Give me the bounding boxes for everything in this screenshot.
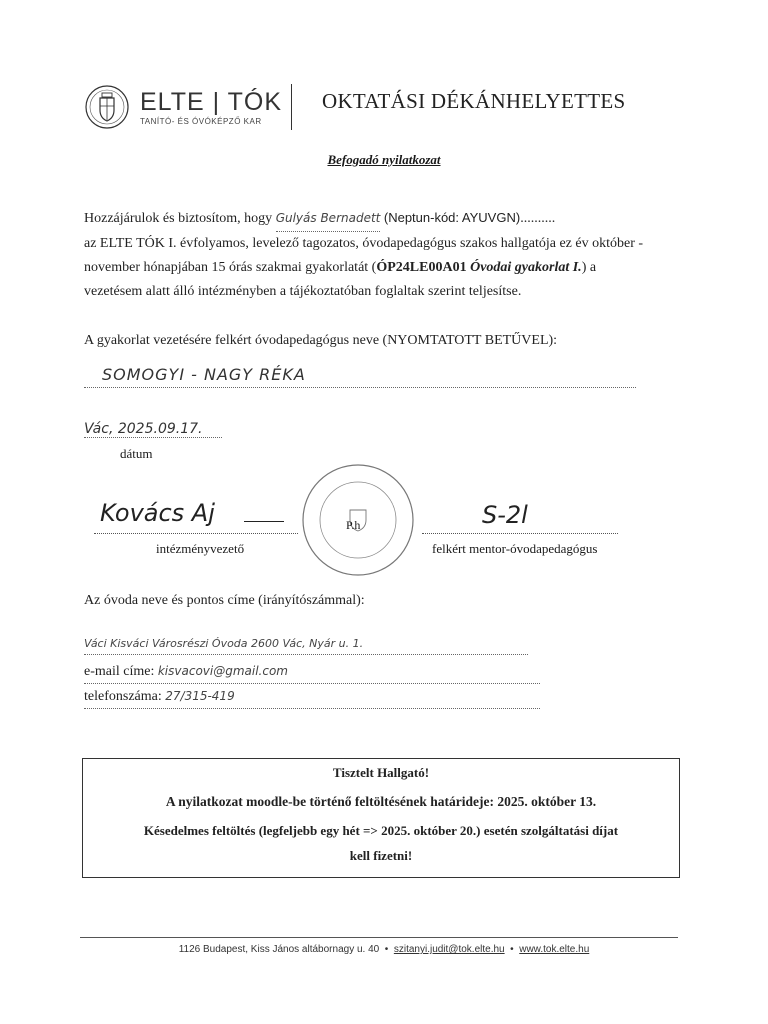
course-name: Óvodai gyakorlat I.: [470, 260, 582, 275]
footer-email-link[interactable]: szitanyi.judit@tok.elte.hu: [393, 944, 505, 955]
department-title: OKTATÁSI DÉKÁNHELYETTES: [322, 89, 626, 113]
notice-box: [82, 758, 680, 878]
mentor-name-field: [84, 365, 636, 388]
phone-label: telefonszáma:: [84, 689, 162, 704]
student-name-field: [276, 206, 381, 232]
mentor-name: SOMOGYI - NAGY RÉKA: [102, 365, 306, 384]
date-label: dátum: [120, 446, 153, 461]
notice-deadline: A nyilatkozat moodle-be történő feltöltésének határideje: 2025. október 13.: [165, 794, 597, 809]
email-value: kisvacovi@gmail.com: [157, 664, 288, 678]
email-row: [84, 661, 540, 684]
course-code: ÓP24LE00A01: [376, 260, 467, 275]
director-signature: Kovács Aj: [100, 499, 215, 527]
university-crest-icon: [84, 84, 130, 130]
document-title: Befogadó nyilatkozat: [327, 152, 441, 167]
notice-late-fee-line-1: Késedelmes feltöltés (legfeljebb egy hét => 2025. október 20.) esetén szolgáltatási díjat: [143, 823, 619, 838]
mentor-question: A gyakorlat vezetésére felkért óvodapedagógus neve (NYOMTATOTT BETŰVEL):: [84, 333, 558, 348]
declaration-line-2: az ELTE TÓK I. évfolyamos, levelező tagozatos, óvodapedagógus szakos hallgatója ez év október -: [84, 236, 644, 251]
notice-late-fee-line-2: kell fizetni!: [349, 848, 413, 863]
student-name: Gulyás Bernadett: [275, 211, 381, 225]
phone-row: [84, 686, 540, 709]
trailing-dots: ..........: [520, 211, 556, 226]
neptun-code: (Neptun-kód: AYUVGN): [383, 210, 521, 225]
mentor-signature-line: [422, 501, 618, 534]
declaration-paragraph: [84, 206, 680, 304]
mentor-label: felkért mentor-óvodapedagógus: [432, 541, 598, 556]
director-signature-line: [94, 499, 298, 534]
kindergarten-value: Váci Kisváci Városrészi Óvoda 2600 Vác, Nyár u. 1.: [84, 637, 364, 650]
stamp-placeholder: P.h: [346, 518, 361, 532]
declaration-line-1: [84, 206, 680, 232]
kindergarten-field: [84, 634, 528, 655]
date-field: [84, 420, 222, 438]
declaration-line-3: [84, 256, 680, 280]
footer-address: 1126 Budapest, Kiss János altábornagy u. 40: [178, 944, 380, 955]
mentor-signature: S-2l: [482, 501, 528, 529]
notice-heading: Tisztelt Hallgató!: [332, 765, 430, 780]
declaration-lead: Hozzájárulok és biztosítom, hogy: [84, 211, 276, 226]
logo-wordmark: ELTE | TÓK: [140, 88, 282, 116]
footer-web-link[interactable]: www.tok.elte.hu: [519, 944, 590, 955]
signature-stroke: [244, 521, 284, 522]
kindergarten-question: Az óvoda neve és pontos címe (irányítószámmal):: [84, 593, 365, 608]
date-value: Vác, 2025.09.17.: [84, 421, 222, 438]
footer-rule: [80, 937, 678, 938]
phone-value: 27/315-419: [165, 689, 235, 703]
declaration-line-3-end: ) a: [581, 260, 597, 275]
declaration-line-3-start: november hónapjában 15 órás szakmai gyakorlatát (: [84, 260, 377, 275]
director-label: intézményvezető: [156, 541, 245, 556]
logo-subtitle: TANÍTÓ- ÉS ÓVÓKÉPZŐ KAR: [140, 117, 262, 126]
footer: 1126 Budapest, Kiss János altábornagy u. 40 • szitanyi.judit@tok.elte.hu • www.tok.elte.hu: [178, 944, 590, 955]
header-divider: [291, 84, 292, 130]
email-label: e-mail címe:: [84, 664, 155, 679]
declaration-line-4: vezetésem alatt álló intézményben a tájékoztatóban foglaltak szerint teljesítse.: [84, 284, 522, 299]
